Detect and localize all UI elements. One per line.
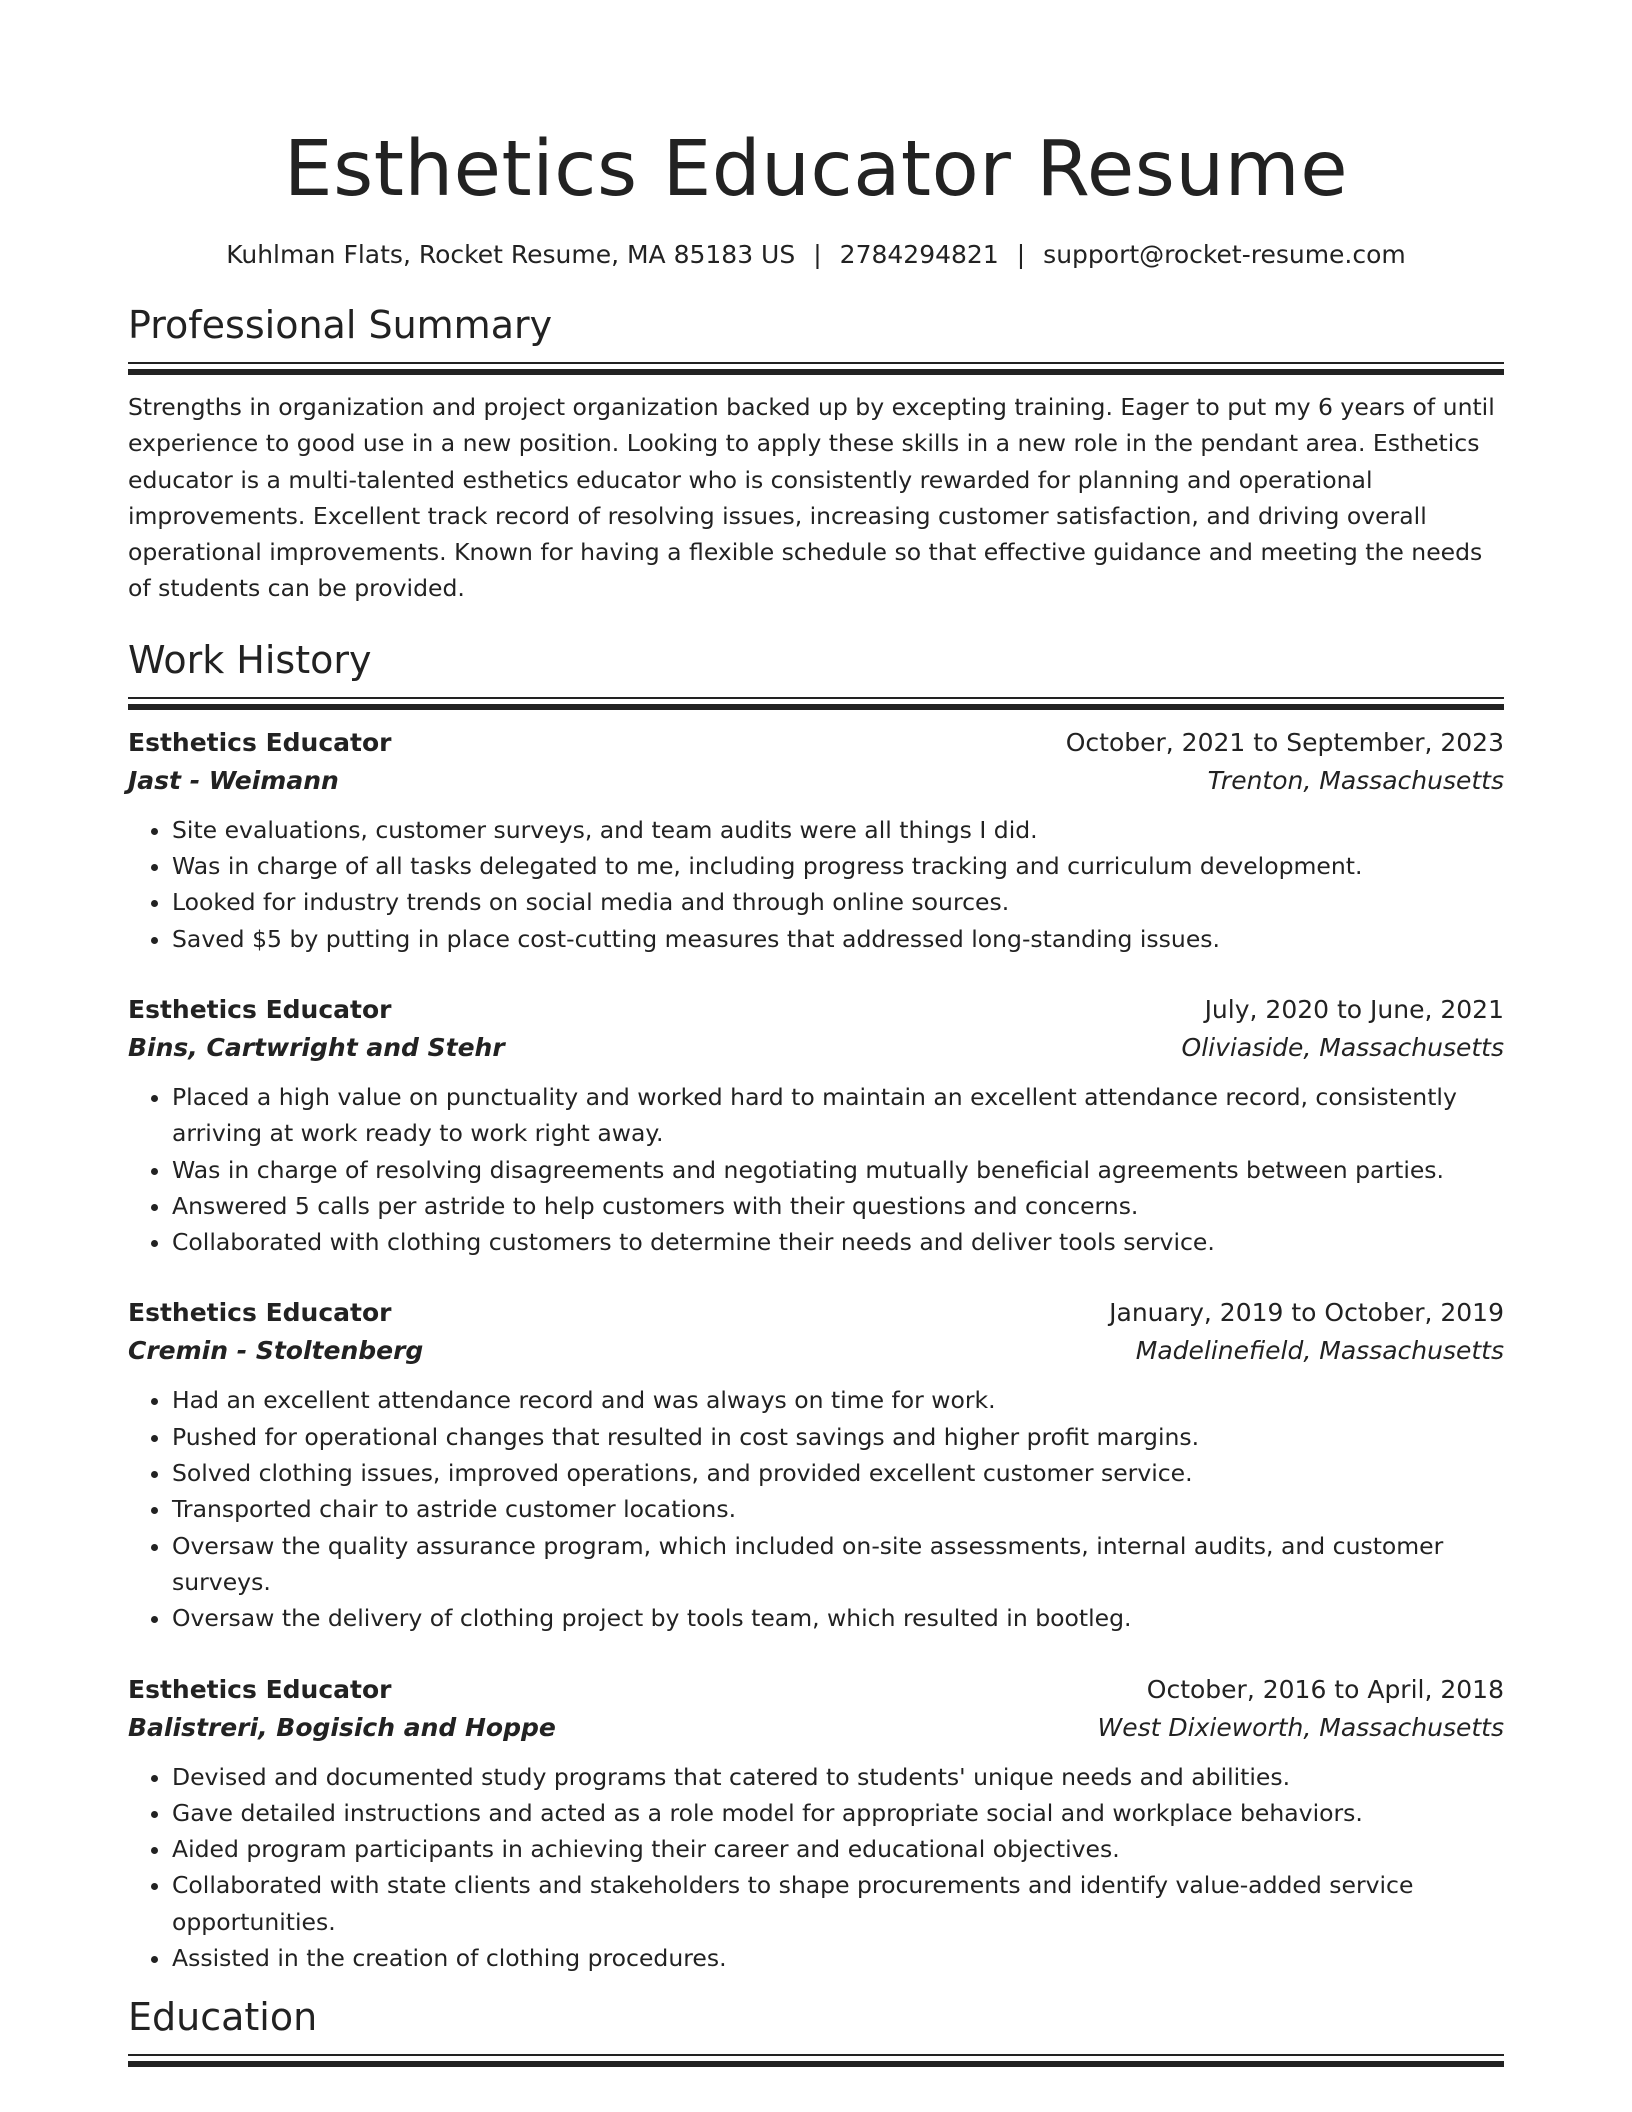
job-location: Madelinefield, Massachusetts <box>1135 1336 1504 1366</box>
job-bullet: • Site evaluations, customer surveys, and team audits were all things I did. <box>172 812 1504 848</box>
education-heading: Education <box>128 1995 318 2040</box>
job-location: West Dixieworth, Massachusetts <box>1097 1712 1504 1742</box>
job-bullet: • Looked for industry trends on social media and through online sources. <box>172 884 1504 920</box>
job-company: Bins, Cartwright and Stehr <box>128 1032 505 1062</box>
job-bullet: • Devised and documented study programs that catered to students' unique needs and abilities. <box>172 1759 1504 1795</box>
job-entry <box>128 724 1504 957</box>
job-title: Esthetics Educator <box>128 994 392 1024</box>
job-bullet: • Placed a high value on punctuality and worked hard to maintain an excellent attendance record, consistently arriving at work ready to work right away. <box>172 1079 1504 1152</box>
job-entry <box>128 991 1504 1260</box>
job-entry <box>128 1671 1504 1977</box>
contact-address: Kuhlman Flats, Rocket Resume, MA 85183 US <box>226 240 796 269</box>
job-company: Cremin - Stoltenberg <box>128 1336 424 1366</box>
section-divider <box>128 697 1504 704</box>
contact-separator: | <box>1016 240 1026 269</box>
job-location: Oliviaside, Massachusetts <box>1181 1032 1504 1062</box>
job-bullet: • Assisted in the creation of clothing procedures. <box>172 1940 1504 1976</box>
job-dates: January, 2019 to October, 2019 <box>1109 1298 1504 1328</box>
job-title: Esthetics Educator <box>128 1298 392 1328</box>
job-bullets <box>128 1759 1504 1977</box>
job-bullet: • Was in charge of resolving disagreements and negotiating mutually beneficial agreements between parties. <box>172 1152 1504 1188</box>
job-bullet: • Oversaw the quality assurance program, which included on-site assessments, internal audits, and customer surveys. <box>172 1528 1504 1601</box>
contact-line <box>128 238 1504 272</box>
section-divider <box>128 362 1504 369</box>
job-bullet: • Was in charge of all tasks delegated to me, including progress tracking and curriculum development. <box>172 848 1504 884</box>
job-title: Esthetics Educator <box>128 1674 392 1704</box>
job-bullet: • Gave detailed instructions and acted as a role model for appropriate social and workplace behaviors. <box>172 1795 1504 1831</box>
job-entry <box>128 1294 1504 1636</box>
resume-title: Esthetics Educator Resume <box>283 125 1349 214</box>
job-bullets <box>128 1079 1504 1260</box>
job-bullets <box>128 812 1504 957</box>
job-dates: July, 2020 to June, 2021 <box>1204 994 1504 1024</box>
job-bullet: • Aided program participants in achieving their career and educational objectives. <box>172 1831 1504 1867</box>
job-bullet: • Oversaw the delivery of clothing project by tools team, which resulted in bootleg. <box>172 1600 1504 1636</box>
summary-heading: Professional Summary <box>128 303 553 347</box>
job-bullet: • Pushed for operational changes that resulted in cost savings and higher profit margins. <box>172 1419 1504 1455</box>
contact-email: support@rocket-resume.com <box>1043 240 1406 269</box>
contact-separator: | <box>813 240 822 269</box>
job-bullet: • Collaborated with state clients and stakeholders to shape procurements and identify value-added service opportunities. <box>172 1867 1504 1940</box>
job-bullet: • Solved clothing issues, improved operations, and provided excellent customer service. <box>172 1455 1504 1491</box>
job-location: Trenton, Massachusetts <box>1207 765 1504 795</box>
job-bullets <box>128 1382 1504 1636</box>
job-bullet: • Had an excellent attendance record and was always on time for work. <box>172 1382 1504 1418</box>
job-bullet: • Saved $5 by putting in place cost-cutting measures that addressed long-standing issues. <box>172 921 1504 957</box>
work-history-heading: Work History <box>128 637 372 682</box>
job-dates: October, 2016 to April, 2018 <box>1146 1674 1504 1704</box>
job-bullet: • Collaborated with clothing customers to determine their needs and deliver tools service. <box>172 1224 1504 1260</box>
job-title: Esthetics Educator <box>128 727 392 757</box>
job-bullet: • Transported chair to astride customer locations. <box>172 1491 1504 1527</box>
job-bullet: • Answered 5 calls per astride to help customers with their questions and concerns. <box>172 1188 1504 1224</box>
contact-phone: 2784294821 <box>839 240 999 269</box>
summary-text: Strengths in organization and project organization backed up by excepting training. Eager to put my 6 years of until experience to good use in a new position. Looking to apply these skills in a new role in the pendant area. Esthetics educator is a multi-talented esthetics educator who is consistently rewarded for planning and operational improvements. Excellent track record of resolving issues, increasing customer satisfaction, and driving overall operational improvements. Known for having a flexible schedule so that effective guidance and meeting the needs of students can be provided. <box>128 393 1495 603</box>
job-dates: October, 2021 to September, 2023 <box>1065 727 1504 757</box>
job-company: Jast - Weimann <box>128 765 339 795</box>
section-divider <box>128 2054 1504 2061</box>
job-company: Balistreri, Bogisich and Hoppe <box>128 1712 556 1742</box>
